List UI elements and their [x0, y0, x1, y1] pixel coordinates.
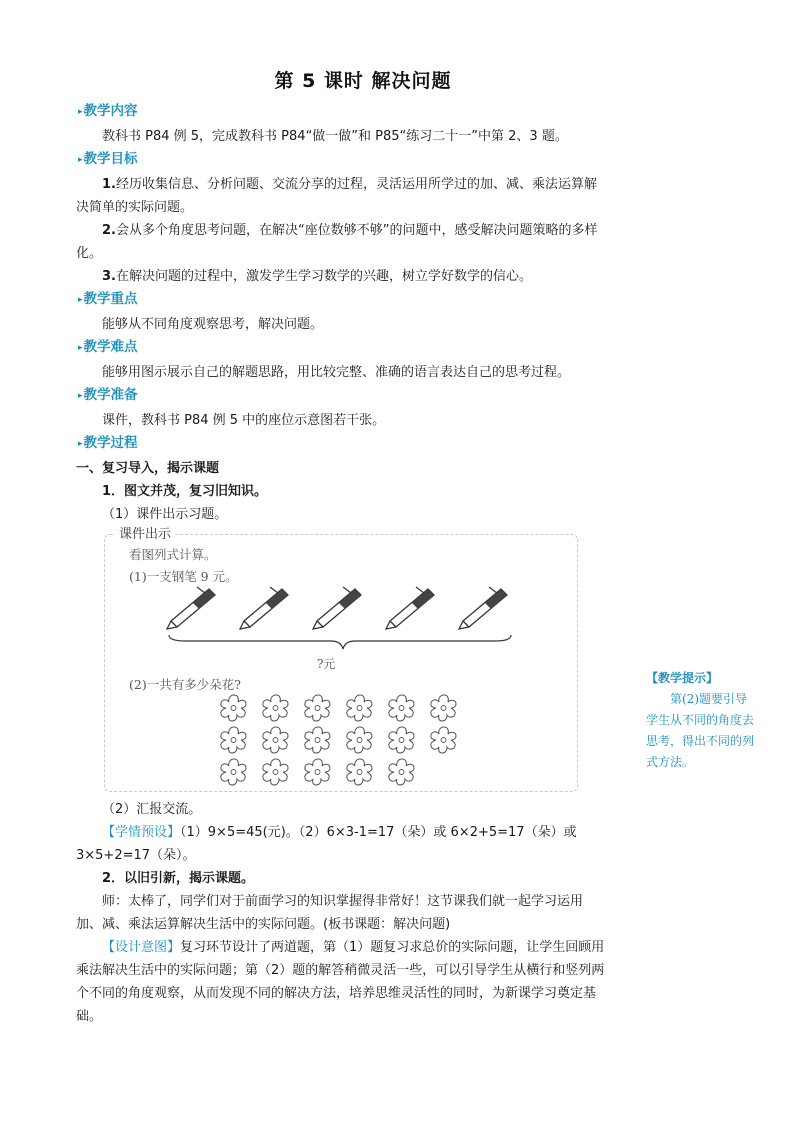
step-1-1-heading: 1．图文并茂，复习旧知识。 — [102, 484, 268, 499]
difficulty-text: 能够用图示展示自己的解题思路，用比较完整、准确的语言表达自己的思考过程。 — [102, 365, 571, 380]
goal-item-1 — [76, 173, 608, 219]
page-title: 第 5 课时 解决问题 — [274, 70, 452, 92]
step-1-1a: （1）课件出示习题。 — [102, 507, 228, 522]
flower-icon — [221, 727, 246, 753]
pen-icon — [313, 587, 361, 629]
section-heading-goal: ▸ 教学目标 — [76, 148, 608, 173]
flower-icon — [431, 727, 456, 753]
preset-paragraph — [76, 821, 608, 867]
step-1-heading: 一、复习导入，揭示课题 — [76, 461, 220, 476]
section-heading-difficulty: ▸ 教学难点 — [76, 336, 608, 361]
preset-text: （1）9×5=45(元)。（2）6×3-1=17（朵）或 6×2+5=17（朵）或 3×5+2=17（朵）。 — [76, 825, 577, 863]
goal-num-2: 2. — [102, 223, 116, 238]
goal-text-2: 会从多个角度思考问题，在解决“座位数够不够”的问题中，感受解决问题策略的多样化。 — [76, 223, 598, 261]
question-mark-label: ?元 — [317, 657, 336, 671]
teaching-tip — [646, 668, 758, 773]
flower-icon — [305, 759, 330, 785]
exercise-2: (2)一共有多少朵花? — [129, 677, 241, 692]
flower-icon — [221, 759, 246, 785]
goal-text-3: 在解决问题的过程中，激发学生学习数学的兴趣，树立学好数学的信心。 — [115, 269, 532, 284]
preset-tag: 【学情预设】 — [102, 825, 181, 840]
pen-icon — [459, 587, 507, 629]
flower-icon — [347, 695, 372, 721]
section-heading-key: ▸ 教学重点 — [76, 288, 608, 313]
total-brace — [169, 635, 511, 649]
lesson-content — [76, 100, 608, 1028]
goal-num-3: 3. — [102, 269, 116, 284]
key-text: 能够从不同角度观察思考，解决问题。 — [102, 317, 324, 332]
section-heading-prep: ▸ 教学准备 — [76, 384, 608, 409]
pen-icon — [240, 587, 288, 629]
section-heading-process: ▸ 教学过程 — [76, 432, 608, 457]
section-heading-content: ▸ 教学内容 — [76, 100, 608, 125]
content-text: 教科书 P84 例 5，完成教科书 P84“做一做”和 P85“练习二十一”中第 2、3 题。 — [102, 129, 568, 144]
tip-body: 第(2)题要引导学生从不同的角度去思考，得出不同的列式方法。 — [646, 692, 755, 769]
tip-title: 【教学提示】 — [646, 671, 719, 685]
flower-icon — [305, 695, 330, 721]
flower-icon — [263, 727, 288, 753]
flower-icon — [389, 695, 414, 721]
courseware-tab: 课件出示 — [115, 522, 175, 545]
flower-icon — [431, 695, 456, 721]
exercise-instruction: 看图列式计算。 — [129, 547, 217, 562]
flower-icon — [263, 695, 288, 721]
design-paragraph — [76, 936, 608, 1028]
flower-icon — [347, 759, 372, 785]
goal-item-3 — [76, 265, 608, 288]
courseware-box — [104, 526, 578, 792]
goal-num-1: 1. — [102, 177, 116, 192]
step-1-1b: （2）汇报交流。 — [102, 802, 202, 817]
design-tag: 【设计意图】 — [102, 940, 181, 955]
goal-item-2 — [76, 219, 608, 265]
design-text: 复习环节设计了两道题，第（1）题复习求总价的实际问题，让学生回顾用乘法解决生活中的实际问题；第（2）题的解答稍微灵活一些，可以引导学生从横行和竖列两个不同的角度观察，从而发现不同的解决方法，培养思维灵活性的同时，为新课学习奠定基础。 — [76, 940, 605, 1024]
goal-text-1: 经历收集信息、分析问题、交流分享的过程，灵活运用所学过的加、减、乘法运算解决简单的实际问题。 — [76, 177, 597, 215]
pen-icon — [167, 587, 215, 629]
flower-icon — [305, 727, 330, 753]
exercise-1: (1)一支钢笔 9 元。 — [129, 569, 238, 584]
prep-text: 课件，教科书 P84 例 5 中的座位示意图若干张。 — [102, 413, 386, 428]
pen-icon — [386, 587, 434, 629]
flower-icon — [389, 759, 414, 785]
pens-illustration — [165, 583, 515, 653]
flowers-illustration — [217, 693, 467, 789]
flower-icon — [389, 727, 414, 753]
flower-icon — [347, 727, 372, 753]
flower-icon — [263, 759, 288, 785]
step-1-2-heading: 2．以旧引新，揭示课题。 — [102, 871, 255, 886]
teacher-paragraph: 师：太棒了，同学们对于前面学习的知识掌握得非常好！这节课我们就一起学习运用加、减、乘法运算解决生活中的实际问题。(板书课题：解决问题) — [76, 894, 584, 932]
flower-icon — [221, 695, 246, 721]
